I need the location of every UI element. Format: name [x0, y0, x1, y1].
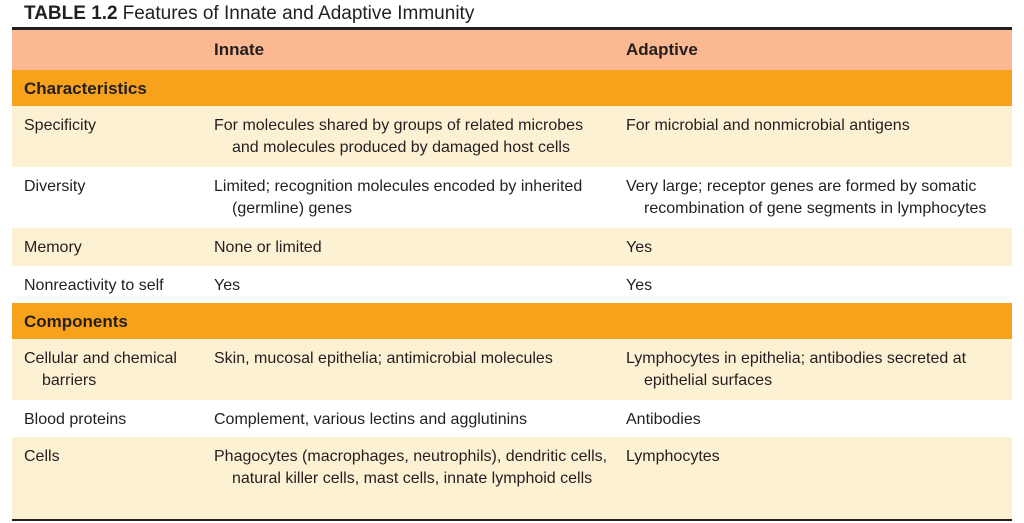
section-label: Components — [24, 312, 128, 331]
section-label: Characteristics — [24, 79, 147, 98]
innate-cell: None or limited — [214, 239, 322, 256]
adaptive-cell: For microbial and nonmicrobial antigens — [626, 117, 910, 134]
adaptive-cell: Very large; receptor genes are formed by somatic recombination of gene segments in lymphocytes — [626, 178, 987, 217]
table-row — [12, 400, 1012, 437]
table-row — [12, 106, 1012, 167]
adaptive-cell: Lymphocytes — [626, 448, 720, 465]
innate-cell: Yes — [214, 277, 241, 294]
feature-cell: Memory — [24, 239, 82, 256]
section-header-characteristics — [12, 70, 1012, 106]
feature-cell: Diversity — [24, 178, 86, 195]
feature-cell: Nonreactivity to self — [24, 277, 164, 294]
innate-cell: Limited; recognition molecules encoded by inherited (germline) genes — [214, 178, 583, 217]
header-adaptive: Adaptive — [626, 40, 698, 59]
table-header-row — [12, 30, 1012, 70]
feature-cell: Cellular and chemical barriers — [24, 350, 177, 389]
innate-cell: For molecules shared by groups of related microbes and molecules produced by damaged host cells — [214, 117, 584, 156]
feature-cell: Specificity — [24, 117, 97, 134]
innate-cell: Phagocytes (macrophages, neutrophils), dendritic cells, natural killer cells, mast cells, innate lymphoid cells — [214, 448, 608, 487]
table-title: Features of Innate and Adaptive Immunity — [122, 3, 475, 24]
table-caption — [24, 3, 474, 25]
feature-cell: Blood proteins — [24, 411, 127, 428]
table-row — [12, 167, 1012, 228]
adaptive-cell: Yes — [626, 277, 653, 294]
innate-cell: Skin, mucosal epithelia; antimicrobial molecules — [214, 350, 553, 367]
table-row — [12, 266, 1012, 303]
section-header-components — [12, 303, 1012, 339]
table-row — [12, 437, 1012, 519]
table-number: TABLE 1.2 — [24, 3, 118, 24]
bottom-rule — [12, 519, 1012, 521]
table-row — [12, 339, 1012, 400]
innate-cell: Complement, various lectins and agglutinins — [214, 411, 528, 428]
adaptive-cell: Lymphocytes in epithelia; antibodies secreted at epithelial surfaces — [626, 350, 967, 389]
table-row — [12, 228, 1012, 266]
header-innate: Innate — [214, 40, 265, 59]
adaptive-cell: Yes — [626, 239, 653, 256]
feature-cell: Cells — [24, 448, 60, 465]
features-table — [12, 30, 1012, 520]
adaptive-cell: Antibodies — [626, 411, 701, 428]
